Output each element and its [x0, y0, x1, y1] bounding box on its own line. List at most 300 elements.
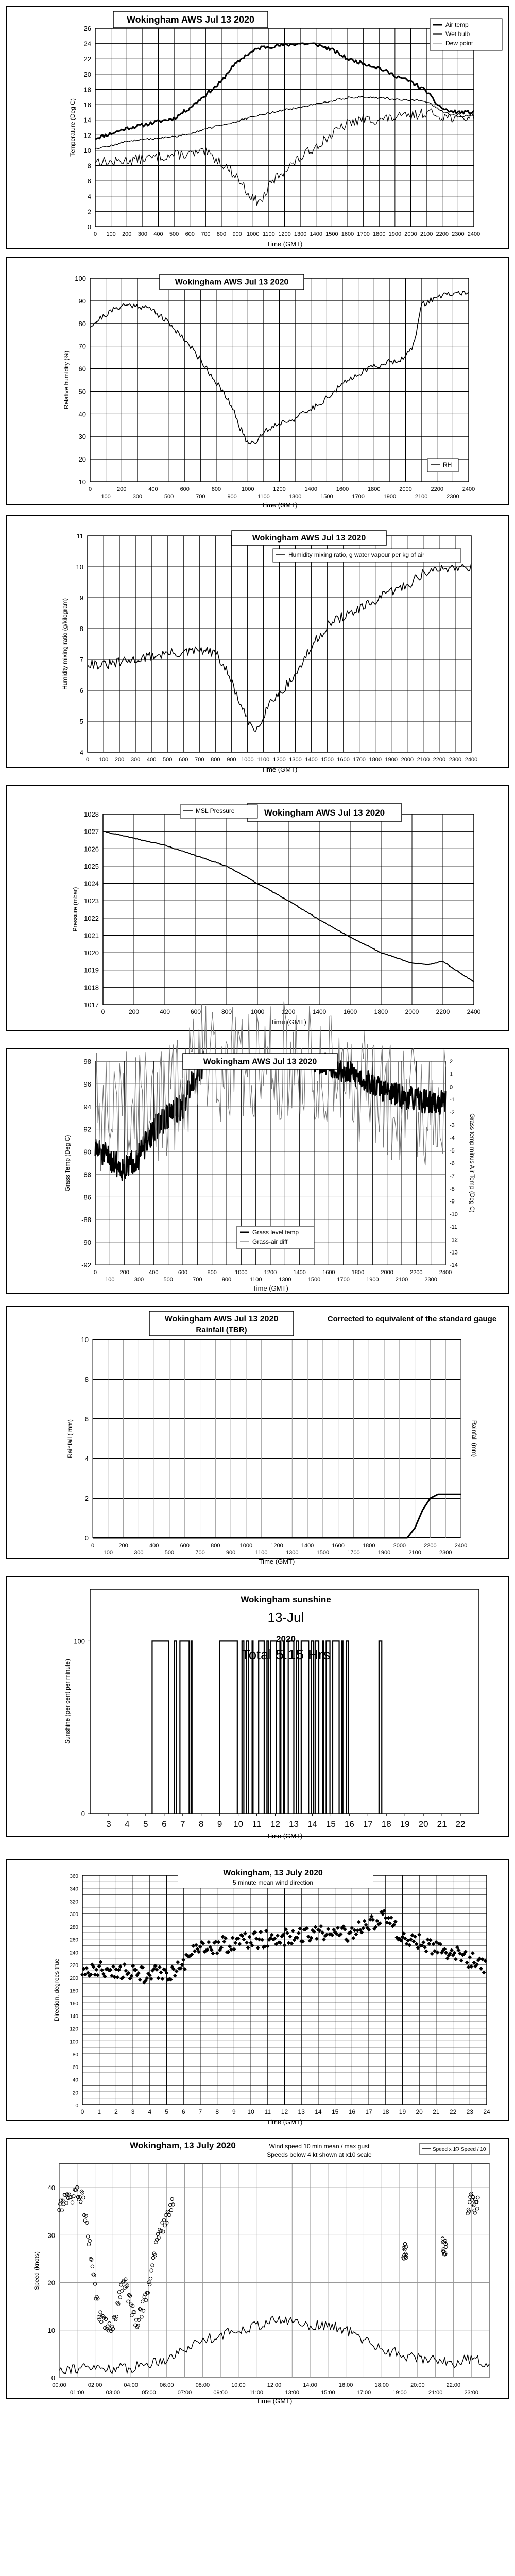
x-tick-label: 9 [232, 2108, 236, 2115]
x-tick-label: 4 [148, 2108, 152, 2115]
panel-wind_dir [6, 1860, 508, 2126]
y-tick-label: 10 [83, 146, 91, 155]
x-tick-label: 400 [159, 1008, 170, 1015]
y-tick-label: 1018 [84, 984, 99, 992]
x-tick-label: 10 [233, 1819, 244, 1829]
x-tick-label: 900 [221, 1277, 232, 1283]
x-tick-label: 1 [97, 2108, 101, 2115]
x-tick-label: 1900 [383, 494, 397, 500]
y-tick-label: 2 [84, 1495, 89, 1502]
x-tick-label: 12 [281, 2108, 288, 2115]
chart-note: Speeds below 4 kt shown at x10 scale [267, 2151, 372, 2158]
y-right-tick-label: -5 [450, 1147, 455, 1154]
y-right-tick-label: 1 [450, 1071, 453, 1078]
x-tick-label: 2300 [424, 1277, 437, 1283]
y-right-tick-label: -4 [450, 1135, 455, 1142]
x-tick-label: 21 [433, 2108, 440, 2115]
x-tick-label: 19:00 [392, 2389, 407, 2396]
y-tick-label: 340 [70, 1886, 78, 1892]
x-tick-label: 1700 [347, 1550, 360, 1556]
x-tick-label: 300 [130, 757, 141, 763]
x-tick-label: 16:00 [338, 2382, 353, 2388]
y-right-axis-label: Rainfall (mm) [471, 1420, 478, 1458]
sun-period [342, 1641, 343, 1814]
sun-period [191, 1641, 192, 1814]
x-tick-label: 1900 [388, 231, 402, 238]
x-tick-label: 2300 [439, 1550, 452, 1556]
x-tick-label: 22 [449, 2108, 457, 2115]
x-tick-label: 1700 [337, 1277, 350, 1283]
x-tick-label: 24 [483, 2108, 490, 2115]
chart-year: 2020 [276, 1634, 296, 1644]
panel-temps [6, 6, 508, 248]
legend-entry: Grass level temp [252, 1229, 299, 1236]
x-tick-label: 09:00 [213, 2389, 228, 2396]
x-axis-label: Time (GMT) [266, 240, 303, 248]
x-tick-label: 400 [148, 486, 158, 493]
x-tick-label: 1400 [305, 757, 318, 763]
x-tick-label: 300 [132, 494, 143, 500]
x-tick-label: 2400 [465, 757, 478, 763]
x-tick-label: 1400 [293, 1269, 306, 1276]
panel-rh [6, 258, 508, 509]
y-right-tick-label: -8 [450, 1185, 455, 1192]
x-tick-label: 21 [437, 1819, 447, 1829]
chart-title: Wokingham AWS Jul 13 2020 [252, 534, 366, 543]
y-tick-label: 0 [87, 223, 91, 231]
y-tick-label: 98 [83, 1058, 91, 1065]
y-tick-label: 20 [47, 2279, 55, 2287]
y-right-tick-label: -7 [450, 1173, 455, 1180]
x-tick-label: 2100 [417, 757, 430, 763]
sunshine-total: Total 5.15 Hrs [241, 1647, 331, 1663]
y-axis-label: Humidity mixing ratio (g/kilogram) [61, 598, 68, 690]
x-tick-label: 1100 [258, 494, 270, 500]
x-tick-label: 0 [91, 1543, 95, 1549]
chart-title: Wokingham AWS Jul 13 2020 [126, 14, 255, 25]
x-tick-label: 1900 [377, 1550, 391, 1556]
x-tick-label: 11 [252, 1819, 262, 1829]
x-tick-label: 1200 [278, 231, 291, 238]
chart-title: Wokingham AWS Jul 13 2020 [264, 808, 385, 818]
x-tick-label: 500 [164, 1550, 175, 1556]
x-tick-label: 700 [193, 1277, 202, 1283]
x-tick-label: 100 [106, 231, 116, 238]
y-tick-label: 0 [75, 2103, 78, 2109]
legend-entry: Air temp [445, 21, 469, 28]
x-tick-label: 500 [169, 231, 179, 238]
chart-subtitle: Wind speed 10 min mean / max gust [269, 2143, 370, 2150]
x-tick-label: 2000 [393, 1543, 406, 1549]
x-tick-label: 1600 [322, 1269, 335, 1276]
x-tick-label: 800 [211, 486, 221, 493]
panel-rain [6, 1306, 508, 1565]
y-right-tick-label: -13 [450, 1249, 458, 1256]
x-tick-label: 7 [180, 1819, 185, 1829]
x-tick-label: 2200 [436, 231, 449, 238]
x-tick-label: 0 [85, 757, 90, 763]
y-tick-label: 10 [78, 478, 86, 486]
y-tick-label: 16 [83, 101, 91, 109]
legend-entry: Grass-air diff [252, 1238, 288, 1245]
x-tick-label: 22:00 [446, 2382, 461, 2388]
y-right-tick-label: 2 [450, 1059, 453, 1065]
x-tick-label: 700 [196, 494, 205, 500]
x-tick-label: 200 [119, 1269, 129, 1276]
y-tick-label: 20 [78, 455, 86, 464]
legend [420, 2143, 489, 2155]
x-tick-label: 1400 [310, 231, 322, 238]
x-tick-label: 600 [180, 1543, 190, 1549]
sun-period [322, 1641, 323, 1814]
x-tick-label: 2200 [436, 1008, 450, 1015]
x-tick-label: 18 [381, 1819, 391, 1829]
y-tick-label: 30 [78, 433, 86, 441]
y-tick-label: 80 [78, 319, 86, 328]
x-tick-label: 5 [165, 2108, 168, 2115]
y-tick-label: -92 [81, 1261, 91, 1269]
y-tick-label: 0 [84, 1534, 89, 1542]
y-tick-label: 1027 [84, 827, 99, 836]
panel-sunshine [6, 1577, 508, 1840]
y-tick-label: 4 [79, 749, 83, 756]
x-tick-label: 6 [181, 2108, 185, 2115]
y-right-tick-label: 0 [450, 1084, 453, 1091]
x-tick-label: 2200 [410, 1269, 423, 1276]
x-axis-label: Time (GMT) [266, 1832, 303, 1840]
legend-entry: MSL Pressure [196, 807, 235, 815]
legend-entry: Speed x 1 [433, 2147, 456, 2153]
x-tick-label: 14 [315, 2108, 322, 2115]
x-tick-label: 1300 [286, 1550, 299, 1556]
panel-wind_speed [6, 2138, 508, 2405]
x-tick-label: 3 [106, 1819, 111, 1829]
x-tick-label: 14:00 [303, 2382, 317, 2388]
y-tick-label: 80 [72, 2052, 78, 2058]
x-tick-label: 2400 [467, 1008, 481, 1015]
y-right-tick-label: -14 [450, 1262, 458, 1268]
y-tick-label: 140 [70, 2013, 78, 2020]
y-tick-label: 88 [83, 1171, 91, 1179]
y-tick-label: 22 [83, 55, 91, 63]
y-tick-label: 40 [72, 2077, 78, 2083]
chart-title: Wokingham sunshine [241, 1595, 331, 1604]
x-tick-label: 1000 [239, 1543, 253, 1549]
x-tick-label: 2200 [424, 1543, 437, 1549]
y-axis-label: Direction, degrees true [53, 1958, 60, 2022]
y-tick-label: 6 [79, 687, 83, 694]
y-tick-label: 1028 [84, 810, 99, 818]
y-tick-label: 120 [70, 2026, 78, 2032]
y-tick-label: 26 [83, 25, 91, 32]
x-tick-label: 400 [149, 1269, 159, 1276]
x-tick-label: 1500 [321, 757, 334, 763]
x-axis-label: Time (GMT) [266, 2118, 303, 2126]
x-tick-label: 1000 [247, 231, 260, 238]
y-tick-label: 96 [83, 1080, 91, 1088]
panel-mixing [6, 515, 508, 773]
x-tick-label: 1100 [255, 1550, 268, 1556]
x-tick-label: 08:00 [195, 2382, 210, 2388]
x-tick-label: 200 [114, 757, 125, 763]
y-tick-label: 90 [78, 297, 86, 305]
y-tick-label: 14 [83, 116, 91, 124]
y-tick-label: 60 [78, 365, 86, 373]
y-tick-label: 1019 [84, 966, 99, 974]
y-tick-label: 0 [51, 2374, 55, 2382]
y-axis-label: Relative humidity (%) [63, 350, 70, 410]
y-tick-label: 40 [47, 2184, 55, 2192]
x-tick-label: 1100 [257, 757, 270, 763]
x-tick-label: 300 [134, 1277, 144, 1283]
y-tick-label: 0 [81, 1810, 85, 1818]
y-axis-label: Temperature (Deg C) [69, 98, 76, 157]
x-tick-label: 700 [201, 231, 211, 238]
y-tick-label: 200 [70, 1975, 78, 1981]
x-tick-label: 00:00 [52, 2382, 66, 2388]
x-tick-label: 8 [198, 1819, 204, 1829]
y-tick-label: 6 [87, 177, 91, 185]
y-tick-label: 4 [84, 1455, 89, 1463]
y-right-tick-label: -2 [450, 1109, 455, 1116]
y-tick-label: 5 [79, 718, 83, 725]
x-tick-label: 1800 [374, 1008, 388, 1015]
x-tick-label: 16 [344, 1819, 354, 1829]
y-tick-label: 92 [83, 1125, 91, 1133]
y-tick-label: 1020 [84, 949, 99, 957]
y-tick-label: -88 [81, 1216, 91, 1224]
x-tick-label: 1000 [242, 486, 254, 493]
x-tick-label: 2 [114, 2108, 118, 2115]
x-tick-label: 6 [162, 1819, 167, 1829]
x-tick-label: 2200 [433, 757, 446, 763]
x-tick-label: 200 [122, 231, 132, 238]
y-tick-label: 1026 [84, 845, 99, 853]
x-tick-label: 1800 [351, 1269, 365, 1276]
x-tick-label: 1400 [301, 1543, 314, 1549]
sun-period [280, 1641, 281, 1814]
y-tick-label: 70 [78, 342, 86, 350]
y-axis-label: Speed (knots) [33, 2251, 40, 2290]
x-tick-label: 1500 [320, 494, 333, 500]
y-tick-label: 160 [70, 2001, 78, 2007]
x-tick-label: 100 [105, 1277, 115, 1283]
x-tick-label: 400 [153, 231, 163, 238]
x-tick-label: 13 [298, 2108, 305, 2115]
y-tick-label: 6 [84, 1415, 89, 1423]
chart-title: Wokingham, 13 July 2020 [130, 2141, 236, 2150]
x-tick-label: 2000 [404, 231, 417, 238]
x-tick-label: 300 [134, 1550, 144, 1556]
x-tick-label: 700 [195, 1550, 205, 1556]
y-tick-label: 50 [78, 387, 86, 396]
legend-entry: RH [443, 461, 452, 468]
x-tick-label: 1000 [235, 1269, 248, 1276]
y-right-tick-label: -11 [450, 1224, 458, 1230]
y-tick-label: 1022 [84, 914, 99, 922]
y-tick-label: 1024 [84, 879, 99, 888]
x-tick-label: 5 [143, 1819, 148, 1829]
y-right-axis-label: Grass temp minus Air Temp (Deg C) [469, 1113, 476, 1213]
x-tick-label: 1200 [273, 757, 286, 763]
y-tick-label: 260 [70, 1937, 78, 1943]
x-tick-label: 1600 [343, 1008, 357, 1015]
y-tick-label: 11 [76, 532, 83, 540]
x-axis-label: Time (GMT) [259, 1557, 295, 1565]
x-tick-label: 1800 [363, 1543, 375, 1549]
x-tick-label: 1300 [288, 494, 302, 500]
y-tick-label: 18 [83, 86, 91, 94]
y-tick-label: 10 [81, 1336, 89, 1344]
x-tick-label: 18:00 [374, 2382, 389, 2388]
x-tick-label: 1200 [281, 1008, 296, 1015]
x-tick-label: 06:00 [159, 2382, 174, 2388]
x-tick-label: 600 [180, 486, 190, 493]
y-tick-label: 7 [79, 656, 83, 664]
x-tick-label: 21:00 [428, 2389, 443, 2396]
y-axis-label: Sunshine (per cent per minute) [64, 1659, 71, 1744]
x-tick-label: 1100 [249, 1277, 262, 1283]
x-tick-label: 600 [179, 757, 188, 763]
x-tick-label: 4 [125, 1819, 130, 1829]
y-tick-label: 8 [87, 162, 91, 170]
x-tick-label: 12 [270, 1819, 280, 1829]
y-tick-label: 300 [70, 1912, 78, 1918]
y-axis-label: Rainfall ( mm) [66, 1419, 74, 1458]
x-tick-label: 0 [101, 1008, 105, 1015]
y-tick-label: 360 [70, 1874, 78, 1879]
x-tick-label: 2000 [399, 486, 412, 493]
x-tick-label: 2300 [449, 757, 462, 763]
x-tick-label: 2000 [405, 1008, 419, 1015]
x-tick-label: 2400 [454, 1543, 468, 1549]
y-right-tick-label: -9 [450, 1198, 455, 1205]
x-tick-label: 7 [198, 2108, 202, 2115]
x-tick-label: 1900 [385, 757, 398, 763]
x-tick-label: 1700 [352, 494, 365, 500]
y-tick-label: 10 [76, 563, 83, 571]
x-tick-label: 2000 [381, 1269, 393, 1276]
x-tick-label: 1300 [289, 757, 302, 763]
y-tick-label: 40 [78, 410, 86, 418]
x-tick-label: 0 [93, 1269, 97, 1276]
x-tick-label: 600 [185, 231, 195, 238]
chart-subtitle: Rainfall (TBR) [196, 1326, 247, 1334]
x-tick-label: 18 [382, 2108, 389, 2115]
x-tick-label: 23:00 [464, 2389, 478, 2396]
x-tick-label: 1500 [316, 1550, 330, 1556]
x-tick-label: 14 [307, 1819, 317, 1829]
y-tick-label: 220 [70, 1963, 78, 1969]
x-tick-label: 05:00 [142, 2389, 156, 2396]
y-right-tick-label: -3 [450, 1122, 455, 1129]
y-tick-label: 1021 [84, 931, 99, 940]
x-tick-label: 1400 [304, 486, 317, 493]
legend-entry: Wet bulb [445, 30, 470, 38]
x-tick-label: 1200 [273, 486, 286, 493]
x-tick-label: 2100 [408, 1550, 421, 1556]
x-tick-label: 1700 [353, 757, 366, 763]
x-tick-label: 800 [211, 757, 220, 763]
x-tick-label: 15 [331, 2108, 339, 2115]
x-tick-label: 1300 [279, 1277, 291, 1283]
x-tick-label: 1000 [241, 757, 254, 763]
x-tick-label: 2000 [401, 757, 414, 763]
x-tick-label: 700 [195, 757, 204, 763]
y-tick-label: 9 [79, 594, 83, 602]
x-tick-label: 1200 [264, 1269, 277, 1276]
y-tick-label: 100 [75, 275, 86, 282]
x-tick-label: 1800 [369, 757, 382, 763]
chart-title: Wokingham, 13 July 2020 [223, 1869, 323, 1877]
x-tick-label: 2400 [462, 486, 475, 493]
legend-entry: Speed / 10 [461, 2147, 486, 2153]
x-tick-label: 900 [226, 1550, 236, 1556]
x-tick-label: 800 [216, 231, 227, 238]
y-tick-label: 60 [72, 2064, 78, 2071]
x-tick-label: 04:00 [124, 2382, 138, 2388]
x-tick-label: 15 [325, 1819, 336, 1829]
y-tick-label: -90 [81, 1239, 91, 1247]
x-tick-label: 1600 [341, 231, 354, 238]
x-tick-label: 2400 [467, 231, 480, 238]
x-tick-label: 15:00 [321, 2389, 335, 2396]
y-tick-label: 24 [83, 40, 91, 48]
y-tick-label: 8 [79, 625, 83, 633]
y-tick-label: 1025 [84, 862, 99, 870]
sun-period [252, 1641, 253, 1814]
x-tick-label: 17 [363, 1819, 373, 1829]
chart-note: Corrected to equivalent of the standard gauge [327, 1315, 497, 1324]
y-tick-label: 20 [83, 70, 91, 78]
legend-entry: Dew point [445, 40, 473, 47]
y-right-tick-label: -1 [450, 1097, 455, 1104]
x-tick-label: 17 [365, 2108, 372, 2115]
x-tick-label: 2300 [447, 494, 459, 500]
x-tick-label: 13:00 [285, 2389, 300, 2396]
x-tick-label: 400 [149, 1543, 159, 1549]
x-tick-label: 1400 [312, 1008, 327, 1015]
y-axis-label: Pressure (mbar) [72, 887, 79, 932]
x-tick-label: 03:00 [106, 2389, 121, 2396]
x-tick-label: 1800 [373, 231, 386, 238]
x-tick-label: 2100 [415, 494, 428, 500]
x-tick-label: 17:00 [356, 2389, 371, 2396]
x-tick-label: 01:00 [70, 2389, 84, 2396]
x-tick-label: 600 [178, 1269, 188, 1276]
x-tick-label: 1300 [294, 231, 307, 238]
x-tick-label: 100 [98, 757, 109, 763]
y-tick-label: 8 [84, 1376, 89, 1383]
y-tick-label: 30 [47, 2231, 55, 2240]
x-tick-label: 8 [215, 2108, 219, 2115]
y-tick-label: 4 [87, 192, 91, 200]
chart-title: Wokingham AWS Jul 13 2020 [175, 278, 289, 287]
x-tick-label: 20:00 [410, 2382, 425, 2388]
x-tick-label: 1600 [336, 486, 349, 493]
y-tick-label: 1017 [84, 1001, 99, 1009]
x-tick-label: 02:00 [88, 2382, 102, 2388]
x-tick-label: 500 [164, 494, 174, 500]
x-tick-label: 500 [163, 1277, 173, 1283]
panel-pressure [6, 786, 508, 1030]
x-tick-label: 0 [88, 486, 92, 493]
x-tick-label: 20 [418, 1819, 428, 1829]
x-tick-label: 1600 [337, 757, 350, 763]
x-tick-label: 2300 [452, 231, 465, 238]
x-tick-label: 1800 [368, 486, 381, 493]
x-tick-label: 300 [138, 231, 148, 238]
